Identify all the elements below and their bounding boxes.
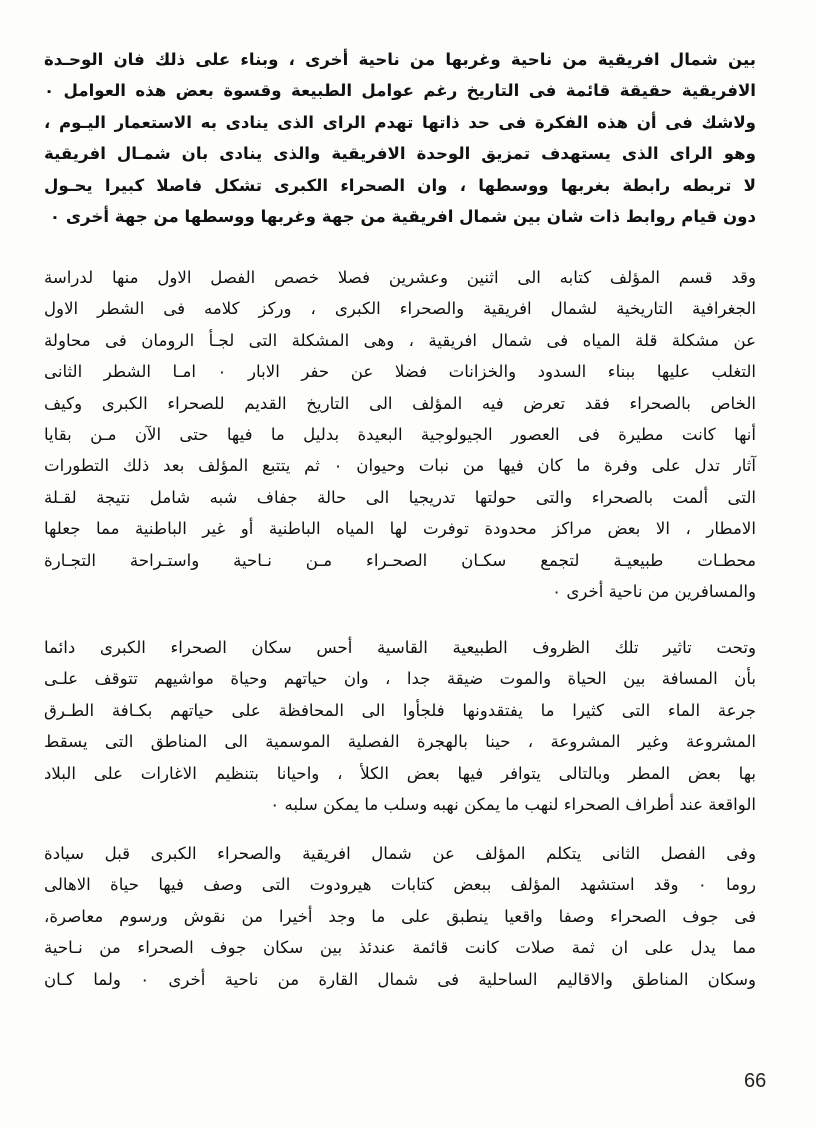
text-line: محطـات طبيعيـة لتجمع سكـان الصحـراء مـن نـاحية واستـراحة التجـارة <box>44 550 756 570</box>
text-line: التى ألمت بالصحراء والتى حولتها تدريجيا الى حالة جفاف شبه شامل نتيجة لقـلة <box>44 487 756 507</box>
text-line: وسكان المناطق والاقاليم الساحلية فى شمال القارة من ناحية أخرى ٠ ولما كـان <box>44 969 756 989</box>
text-line: روما ٠ وقد استشهد المؤلف ببعض كتابات هيرودوت التى وصف فيها حياة الاهالى <box>44 875 756 895</box>
text-line: والمسافرين من ناحية أخرى ٠ <box>552 581 756 601</box>
text-line: ولاشك فى أن هذه الفكرة فى حد ذاتها تهدم الراى الذى ينادى به الاستعمار اليـوم ، <box>44 112 756 132</box>
text-line: أنها كانت مطيرة فى العصور الجيولوجية البعيدة بدليل ما فيها حتى الآن مـن بقايا <box>44 424 756 444</box>
paragraph-chapter-two <box>44 838 756 995</box>
text-line: وقد قسم المؤلف كتابه الى اثنين وعشرين فصلا خصص الفصل الاول منها لدراسة <box>44 268 756 287</box>
text-line: المشروعة وغير المشروعة ، حينا بالهجرة الفصلية الموسمية الى المناطق التى يسقط <box>44 732 756 752</box>
text-line: وفى الفصل الثانى يتكلم المؤلف عن شمال افريقية والصحراء الكبرى قبل سيادة <box>44 844 756 863</box>
text-line: بها بعض المطر وبالتالى يتوافر فيها بعض الكلأ ، واحيانا بتنظيم الاغارات على البلاد <box>44 763 756 783</box>
text-line: بأن المسافة بين الحياة والموت ضيقة جدا ، وان حياتهم وحياة مواشيهم تتوقف علـى <box>44 669 756 689</box>
page-number: 66 <box>744 1070 767 1092</box>
text-line: فى جوف الصحراء وصفا واقعيا ينطبق على ما وجد أخيرا من نقوش ورسوم معاصرة، <box>44 906 756 926</box>
paragraph-desert-conditions <box>44 632 756 820</box>
text-line: بين شمال افريقية من ناحية وغربها من ناحية أخرى ، وبناء على ذلك فان الوحـدة <box>44 50 756 69</box>
text-line: الخاص بالصحراء فقد تعرض فيه المؤلف الى التاريخ القديم للصحراء الكبرى وكيف <box>44 393 756 413</box>
paragraph-chapter-one <box>44 262 756 607</box>
text-line: وهو الراى الذى يستهدف تمزيق الوحدة الافريقية والذى ينادى بان شمـال افريقية <box>44 144 756 164</box>
text-line: دون قيام روابط ذات شان بين شمال افريقية من جهة وغربها ووسطها من جهة أخرى ٠ <box>49 206 756 226</box>
text-line: عن مشكلة قلة المياه فى شمال افريقية ، وهى المشكلة التى لجـأ الرومان فى محاولة <box>44 330 756 350</box>
text-line: الجغرافية التاريخية لشمال افريقية والصحراء الكبرى ، وركز كلامه فى الشطر الاول <box>44 299 756 319</box>
text-line: مما يدل على ان ثمة صلات كانت قائمة عندئذ بين سكان جوف الصحراء من نـاحية <box>44 938 756 958</box>
text-line: الافريقية حقيقة قائمة فى التاريخ رغم عوامل الطبيعة وقسوة بعض هذه العوامل ٠ <box>44 81 756 101</box>
text-line: الامطار ، الا بعض مراكز محدودة توفرت لها المياه الباطنية أو غير الباطنية مما جعلها <box>44 519 756 539</box>
text-line: الواقعة عند أطراف الصحراء لنهب ما يمكن نهبه وسلب ما يمكن سلبه ٠ <box>270 794 756 814</box>
intro-bold-paragraph <box>44 44 756 232</box>
text-line: آثار تدل على وفرة ما كان فيها من نبات وحيوان ٠ ثم يتتبع المؤلف بعد ذلك التطورات <box>44 456 756 476</box>
text-line: جرعة الماء التى كثيرا ما يفتقدونها فلجأوا الى المحافظة على حياتهم بكـافة الطـرق <box>44 700 756 720</box>
text-line: وتحت تاثير تلك الظروف الطبيعية القاسية أحس سكان الصحراء الكبرى دائما <box>44 638 756 657</box>
text-line: التغلب عليها ببناء السدود والخزانات فضلا عن حفر الابار ٠ امـا الشطر الثانى <box>44 362 757 382</box>
text-line: لا تربطه رابطة بغربها ووسطها ، وان الصحراء الكبرى تشكل فاصلا كبيرا يحـول <box>44 175 756 195</box>
